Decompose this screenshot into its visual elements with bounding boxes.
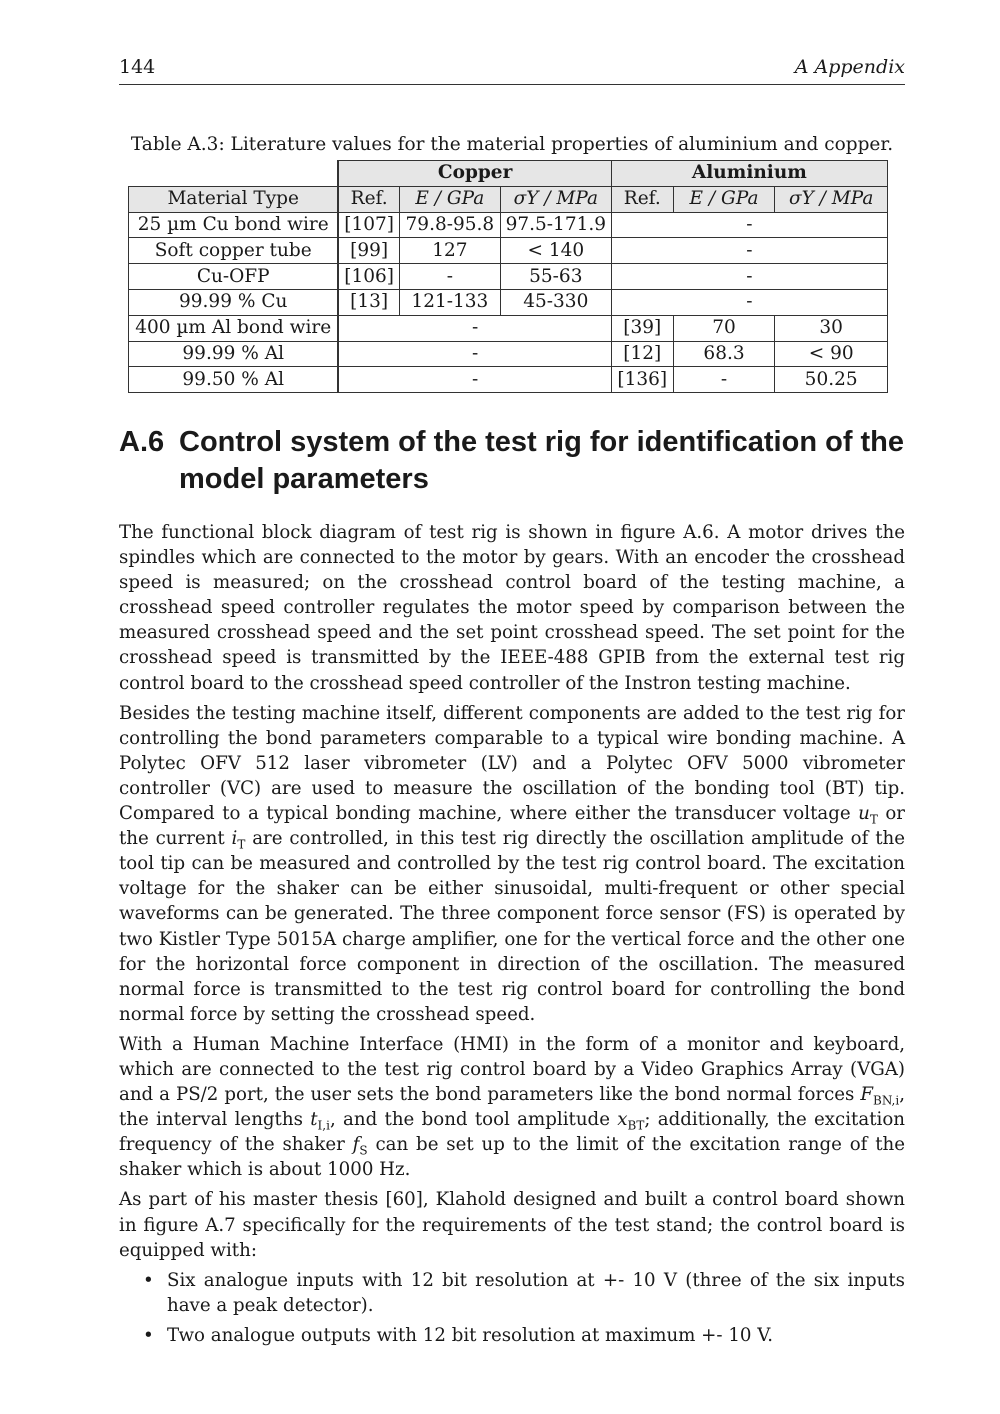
page-number: 144 [119,56,156,78]
bullet-icon: • [143,1324,154,1346]
cell-al-merged: - [611,212,887,238]
cell-al-merged: - [611,289,887,315]
cell-material: 99.99 % Al [129,341,339,367]
cell-cu-e: 127 [399,238,500,264]
list-item: • Two analogue outputs with 12 bit resolution at maximum +- 10 V. [143,1323,905,1348]
cell-al-merged: - [611,238,887,264]
table-row [129,264,888,290]
cell-cu-e: 121-133 [399,289,500,315]
cell-cu-merged: - [338,315,611,341]
col-cu-e: E / GPa [399,186,500,212]
col-cu-sigma: σY / MPa [500,186,611,212]
cell-material: Soft copper tube [129,238,339,264]
symbol-u: u [858,803,870,825]
table-empty-corner [129,161,339,187]
symbol-t: t [310,1109,318,1131]
cell-cu-e: 79.8-95.8 [399,212,500,238]
col-material: Material Type [129,186,339,212]
cell-al-sigma: < 90 [775,341,888,367]
paragraph: The functional block diagram of test rig is shown in figure A.6. A motor drives the spindles which are connected to the motor by gears. With an encoder the crosshead speed is measured; on the crosshead control board of the testing machine, a crosshead speed controller regulates the motor speed by comparison between the measured crosshead speed and the set point crosshead speed. The set point for the crosshead speed is transmitted by the IEEE-488 GPIB from the external test rig control board to the crosshead speed controller of the Instron testing machine. [119,522,905,694]
cell-al-ref: [39] [611,315,673,341]
running-section-title: A Appendix [794,56,905,78]
cell-al-e: - [673,367,775,393]
body-text [119,520,905,1353]
cell-material: Cu-OFP [129,264,339,290]
col-cu-ref: Ref. [338,186,399,212]
paragraph: Besides the testing machine itself, different components are added to the test rig for controlling the bond parameters comparable to a typical wire bonding machine. A Polytec OFV 512 laser vibrometer (LV) and a Polytec OFV 5000 vibrometer controller (VC) are used to measure the oscillation of the bonding tool (BT) tip. Compared to a typical bonding machine, where either the transducer voltage $u_T$ or the current $i_T$ are controlled, in this test rig directly the oscillation amplitude of the tool tip can be measured and controlled by the test rig control board. The excitation voltage for the shaker can be either sinusoidal, multi-frequent or other special waveforms can be generated. The three component force sensor (FS) is operated by two Kistler Type 5015A charge amplifier, one for the vertical force and the other one for the horizontal force component in direction of the oscillation. The measured normal force is transmitted to the test rig control board for controlling the bond normal force by setting the crosshead speed. [119,702,905,1025]
col-al-sigma: σY / MPa [775,186,888,212]
cell-al-e: 70 [673,315,775,341]
cell-cu-sigma: 97.5-171.9 [500,212,611,238]
symbol-x: x [617,1109,628,1131]
cell-cu-merged: - [338,341,611,367]
table-row [129,238,888,264]
table-row [129,289,888,315]
bullet-icon: • [143,1269,154,1291]
list-item: • Six analogue inputs with 12 bit resolution at +- 10 V (three of the six inputs have a peak detector). [143,1269,905,1316]
cell-cu-sigma: 55-63 [500,264,611,290]
running-header [119,56,905,85]
group-copper: Copper [338,161,611,187]
bullet-list [119,1268,905,1348]
cell-cu-merged: - [338,367,611,393]
table-row [129,367,888,393]
cell-cu-ref: [99] [338,238,399,264]
cell-material: 99.99 % Cu [129,289,339,315]
paragraph: As part of his master thesis [60], Klahold designed and built a control board shown in figure A.7 specifically for the requirements of the test stand; the control board is equipped with: [119,1189,905,1261]
paragraph: With a Human Machine Interface (HMI) in the form of a monitor and keyboard, which are connected to the test rig control board by a Video Graphics Array (VGA) and a PS/2 port, the user sets the bond parameters like the bond normal forces $F_{BN,i}$, the interval lengths $t_{I,i}$, and the bond tool amplitude $x_{BT}$; additionally, the excitation frequency of the shaker $f_S$ can be set up to the limit of the excitation range of the shaker which is about 1000 Hz. [119,1033,906,1181]
col-al-e: E / GPa [673,186,775,212]
group-aluminium: Aluminium [611,161,887,187]
cell-al-merged: - [611,264,887,290]
section-number: A.6 [119,426,165,458]
cell-al-ref: [12] [611,341,673,367]
cell-material: 25 µm Cu bond wire [129,212,339,238]
section-title: Control system of the test rig for identification of the model parameters [179,426,905,495]
cell-cu-sigma: 45-330 [500,289,611,315]
table-row [129,341,888,367]
symbol-fs: f [352,1134,360,1156]
cell-al-ref: [136] [611,367,673,393]
table-row [129,212,888,238]
symbol-i: i [231,828,238,850]
cell-material: 400 µm Al bond wire [129,315,339,341]
cell-al-sigma: 30 [775,315,888,341]
cell-cu-ref: [13] [338,289,399,315]
cell-cu-e: - [399,264,500,290]
symbol-f: F [860,1084,873,1106]
cell-al-e: 68.3 [673,341,775,367]
cell-cu-ref: [107] [338,212,399,238]
table-row [129,315,888,341]
table-group-header-row [129,161,888,187]
cell-cu-ref: [106] [338,264,399,290]
cell-material: 99.50 % Al [129,367,339,393]
cell-cu-sigma: < 140 [500,238,611,264]
table-caption: Table A.3: Literature values for the material properties of aluminium and copper. [130,134,894,155]
cell-al-sigma: 50.25 [775,367,888,393]
table-column-header-row [129,186,888,212]
literature-table [128,160,888,393]
col-al-ref: Ref. [611,186,673,212]
